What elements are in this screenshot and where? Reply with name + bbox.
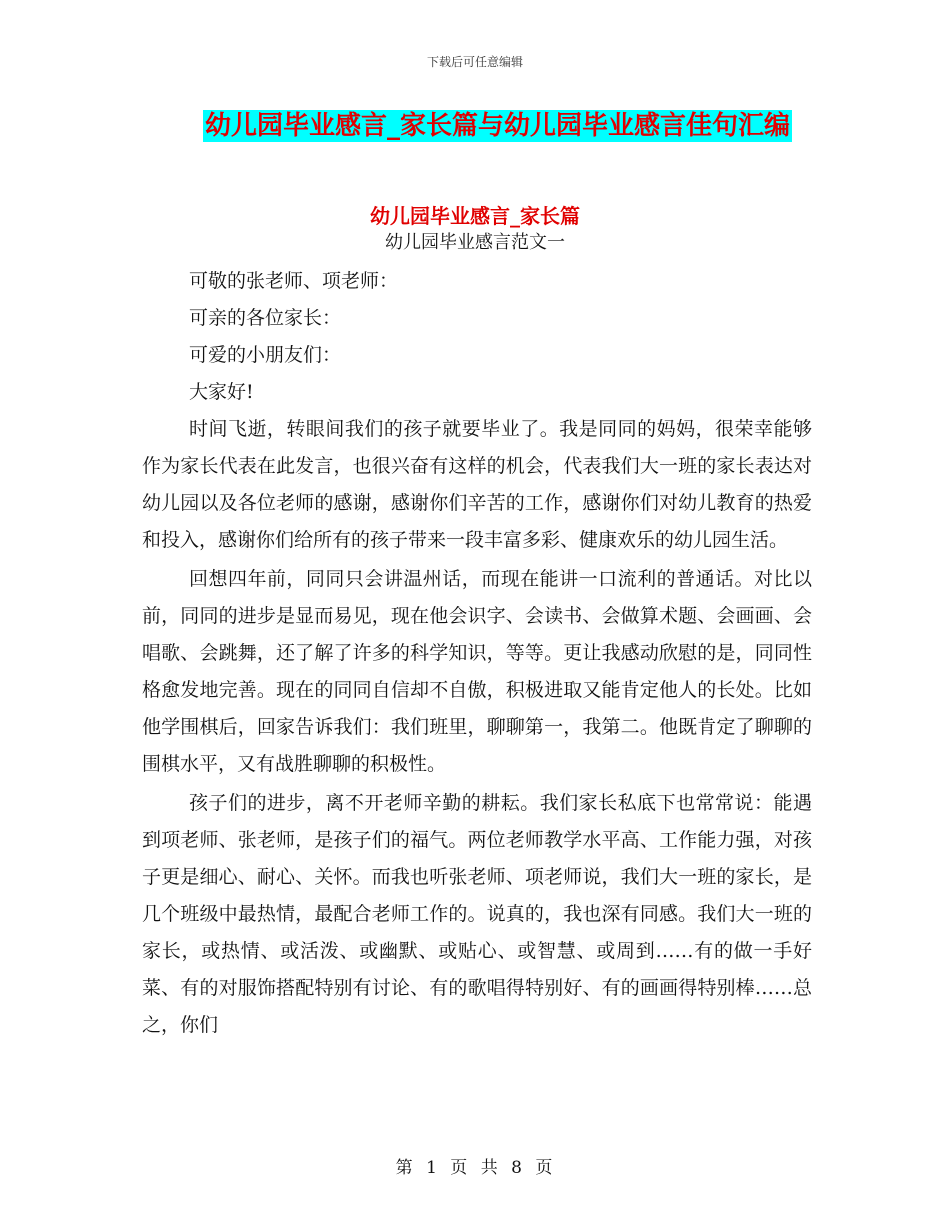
footer-prefix: 第 [395,1158,415,1178]
page-footer [0,1153,950,1178]
greeting-line: 可爱的小朋友们： [189,344,342,366]
document-title: 幼儿园毕业感言_家长篇与幼儿园毕业感言佳句汇编 [205,111,791,141]
greeting-line: 大家好! [189,381,254,403]
sample-title: 幼儿园毕业感言范文一 [385,232,565,253]
section-title: 幼儿园毕业感言_家长篇 [370,204,580,228]
footer-suffix: 页 [535,1158,555,1178]
body-paragraph: 回想四年前，同同只会讲温州话，而现在能讲一口流利的普通话。对比以前，同同的进步是显而易见，现在他会识字、会读书、会做算术题、会画画、会唱歌、会跳舞，还了解了许多的科学知识，等等。更让我感动欣慰的是，同同性格愈发地完善。现在的同同自信却不自傲，积极进取又能肯定他人的长处。比如他学围棋后，回家告诉我们：我们班里，聊聊第一，我第二。他既肯定了聊聊的围棋水平，又有战胜聊聊的积极性。 [142,568,812,775]
greeting-line: 可亲的各位家长： [189,307,342,329]
greeting-line: 可敬的张老师、项老师： [189,270,399,292]
document-body [142,263,812,1044]
current-page-number: 1 [426,1158,439,1178]
footer-total-word: 共 [480,1158,500,1178]
body-paragraph: 孩子们的进步，离不开老师辛勤的耕耘。我们家长私底下也常常说：能遇到项老师、张老师，是孩子们的福气。两位老师教学水平高、工作能力强，对孩子更是细心、耐心、关怀。而我也听张老师、项老师说，我们大一班的家长，是几个班级中最热情，最配合老师工作的。说真的，我也深有同感。我们大一班的家长，或热情、或活泼、或幽默、或贴心、或智慧、或周到……有的做一手好菜、有的对服饰搭配特别有讨论、有的歌唱得特别好、有的画画得特别棒……总之，你们 [142,792,812,1036]
body-paragraph: 时间飞逝，转眼间我们的孩子就要毕业了。我是同同的妈妈，很荣幸能够作为家长代表在此发言，也很兴奋有这样的机会，代表我们大一班的家长表达对幼儿园以及各位老师的感谢，感谢你们辛苦的工作，感谢你们对幼儿教育的热爱和投入，感谢你们给所有的孩子带来一段丰富多彩、健康欢乐的幼儿园生活。 [142,418,812,551]
header-note: 下载后可任意编辑 [426,55,523,69]
total-pages-number: 8 [511,1158,524,1178]
footer-page-word: 页 [450,1158,470,1178]
